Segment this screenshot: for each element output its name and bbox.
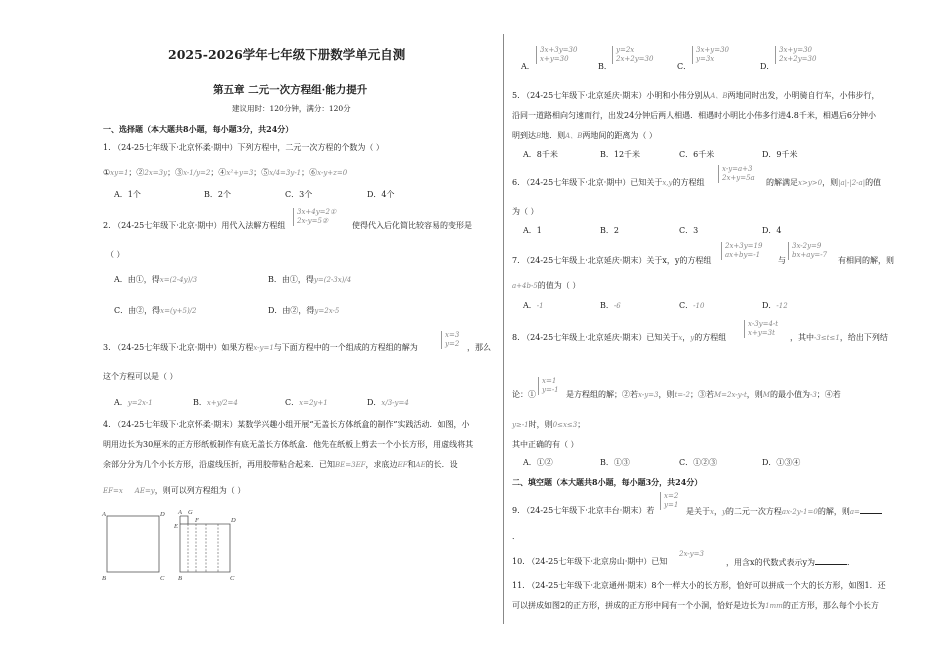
q6-system: x-y=a+3 2x+y=5a xyxy=(718,165,755,183)
q7-system-2: 3x-2y=9 bx+ay=-7 xyxy=(788,242,827,260)
q8-line-3: y≥-1时，则0≤x≤3； xyxy=(512,420,586,429)
q8-stem-2: ，其中-3≤t≤1，给出下列结 xyxy=(790,333,888,342)
q3-option-c[interactable]: C．x=2y+1 xyxy=(285,398,328,407)
q6-option-c[interactable]: C．3 xyxy=(679,226,699,235)
column-divider xyxy=(503,34,504,624)
q4-line-3: 余部分分为几个小长方形，沿虚线压折，再用胶带粘合起来．已知BE=3EF，求底边EF和AE的长．设 xyxy=(103,460,458,469)
q8-option-b[interactable]: B．①③ xyxy=(600,458,630,467)
q7-system-1: 2x+3y=19 ax+by=-1 xyxy=(721,242,762,260)
q5-option-a[interactable]: A．8千米 xyxy=(523,150,558,159)
q10-stem-2: ，用含x的代数式表示y为 ． xyxy=(726,558,856,567)
q4-figure xyxy=(100,508,270,588)
q4-option-b-label[interactable]: B． xyxy=(598,62,612,71)
fig1-square xyxy=(107,516,159,572)
fig1-label-a: A xyxy=(102,511,106,518)
q4-option-c-label[interactable]: C． xyxy=(677,62,692,71)
q3-stem: 3. （24-25七年级下·北京·期中）如果方程x-y=1与下面方程中的一个组成的方程组的解为 xyxy=(103,343,418,352)
q2-option-d[interactable]: D．由②，得y=2x-5 xyxy=(268,306,340,315)
q5-option-c[interactable]: C．6千米 xyxy=(679,150,715,159)
q3-stem-3: ，那么 xyxy=(467,343,491,352)
time-score-note: 建议用时：120分钟，满分：120分 xyxy=(232,104,351,113)
q2-stem: 2. （24-25七年级下·北京·期中）用代入法解方程组 xyxy=(103,221,286,230)
q8-solution: x=1 y=-1 xyxy=(538,377,559,395)
q2-option-a[interactable]: A．由①，得x=(2-4y)/3 xyxy=(114,275,198,284)
q3-option-a[interactable]: A．y=2x-1 xyxy=(114,398,153,407)
q3-option-b[interactable]: B．x+y/2=4 xyxy=(193,398,238,407)
section-2-heading: 二、填空题（本大题共8小题，每小题3分，共24分） xyxy=(512,477,703,487)
q6-line-2: 为（ ） xyxy=(512,207,539,216)
q9-solution: x=2 y=1 xyxy=(660,492,678,510)
chapter-title: 第五章 二元一次方程组·能力提升 xyxy=(213,84,368,96)
q1-items: ①xy=1；②2x=3y；③x-1/y=2；④x²+y=3；⑤x/4=3y-1；⑥x-y+z=0 xyxy=(103,168,348,177)
q6-option-a[interactable]: A．1 xyxy=(523,226,542,235)
q10-answer-blank[interactable] xyxy=(815,557,847,565)
fig2-label-g: G xyxy=(188,509,193,516)
q7-stem-2: 与 xyxy=(778,256,786,265)
q10-stem: 10. （24-25七年级下·北京房山·期中）已知 xyxy=(512,557,668,566)
q7-stem-3: 有相同的解，则 xyxy=(838,256,894,265)
q8-line-2a: 论：① xyxy=(512,390,536,399)
q7-option-b[interactable]: B．-6 xyxy=(600,301,621,310)
q7-stem: 7. （24-25七年级上·北京延庆·期末）关于x，y的方程组 xyxy=(512,256,712,265)
q4-option-c-system[interactable]: 3x+y=30 y=3x xyxy=(692,46,729,64)
fig2-label-a: A xyxy=(178,509,182,516)
q5-option-b[interactable]: B．12千米 xyxy=(600,150,641,159)
q5-option-d[interactable]: D．9千米 xyxy=(762,150,798,159)
fig1-label-b: B xyxy=(102,575,106,582)
fig2-label-e: E xyxy=(174,523,178,530)
q2-option-b[interactable]: B．由①，得y=(2-3x)/4 xyxy=(268,275,352,284)
q4-line-1: 4. （24-25七年级下·北京怀柔·期末）某数学兴趣小组开展“无盖长方体纸盒的制作”实践活动．如图，小 xyxy=(103,420,470,429)
fig2-label-f: F xyxy=(195,517,199,524)
fig2-outline xyxy=(180,516,230,572)
q9-stem: 9. （24-25七年级下·北京丰台·期末）若 xyxy=(512,506,655,515)
q10-equation: 2x-y=3 xyxy=(679,550,704,558)
q7-option-c[interactable]: C．-10 xyxy=(679,301,705,310)
q5-line-3: 明到达B地．则A、B两地间的距离为（ ） xyxy=(512,131,657,140)
q6-stem: 6. （24-25七年级下·北京·期中）已知关于x,y的方程组 xyxy=(512,178,705,187)
q8-stem: 8. （24-25七年级上·北京延庆·期末）已知关于x，y的方程组 xyxy=(512,333,727,342)
fig1-label-d: D xyxy=(160,511,165,518)
q3-solution: x=3 y=2 xyxy=(441,331,459,349)
fig2-label-c: C xyxy=(230,575,235,582)
q7-line-2: a+4b-5的值为（ ） xyxy=(512,281,581,290)
q9-answer-blank[interactable] xyxy=(860,506,882,514)
fig1-label-c: C xyxy=(160,575,165,582)
q6-stem-2: 的解满足x>y>0，则|a|-|2-a|的值 xyxy=(766,178,882,187)
q9-stem-2: 是关于x，y的二元一次方程ax-2y-1=0的解，则a= xyxy=(686,506,882,517)
q2-system: 3x+4y=2① 2x-y=5② xyxy=(293,208,336,226)
q1-option-a[interactable]: A．1个 xyxy=(114,190,141,199)
q8-option-c[interactable]: C．①②③ xyxy=(679,458,718,467)
section-1-heading: 一、选择题（本大题共8小题，每小题3分，共24分） xyxy=(103,124,294,134)
q2-option-c[interactable]: C．由②，得x=(y+5)/2 xyxy=(114,306,197,315)
q6-option-b[interactable]: B．2 xyxy=(600,226,619,235)
q8-system: x-3y=4-t x+y=3t xyxy=(744,320,778,338)
q8-line-2b: 是方程组的解；②若x-y=3，则t=-2；③若M=2x-y-t，则M的最小值为-3；④若 xyxy=(566,390,841,399)
q1-stem: 1. （24-25七年级下·北京怀柔·期中）下列方程中，二元一次方程的个数为（ ） xyxy=(103,143,384,152)
q11-line-2: 可以拼成如图2的正方形，拼成的正方形中间有一个小洞，恰好是边长为1mm的正方形，那么每个小长方 xyxy=(512,601,879,610)
q6-option-d[interactable]: D．4 xyxy=(762,226,782,235)
q4-option-a-label[interactable]: A． xyxy=(521,62,535,71)
q1-option-b[interactable]: B．2个 xyxy=(204,190,231,199)
q4-option-d-system[interactable]: 3x+y=30 2x+2y=30 xyxy=(775,46,816,64)
q2-paren: （ ） xyxy=(106,250,125,259)
fig2-label-b: B xyxy=(178,575,182,582)
q5-line-2: 沿同一道路相向匀速而行，出发24分钟后两人相遇．相遇时小明比小伟多行进4.8千米，相遇后6分钟小 xyxy=(512,111,876,120)
q3-option-d[interactable]: D．x/3-y=4 xyxy=(367,398,409,407)
q8-line-4: 其中正确的有（ ） xyxy=(512,440,579,449)
q8-option-a[interactable]: A．①② xyxy=(523,458,553,467)
q5-line-1: 5. （24-25七年级下·北京延庆·期末）小明和小伟分别从A、B两地同时出发，小明骑自行车，小伟步行， xyxy=(512,91,880,100)
right-column xyxy=(506,0,950,672)
q9-line-2: ． xyxy=(512,532,520,541)
q4-option-b-system[interactable]: y=2x 2x+2y=30 xyxy=(612,46,653,64)
q2-stem-2: 使得代入后化简比较容易的变形是 xyxy=(352,221,472,230)
q3-line-2: 这个方程可以是（ ） xyxy=(103,372,178,381)
q4-option-a-system[interactable]: 3x+3y=30 x+y=30 xyxy=(536,46,577,64)
q4-line-4: EF=x AE=y，则可以列方程组为（ ） xyxy=(103,486,246,495)
q8-option-d[interactable]: D．①③④ xyxy=(762,458,801,467)
q7-option-d[interactable]: D．-12 xyxy=(762,301,788,310)
q4-option-d-label[interactable]: D． xyxy=(760,62,775,71)
q1-option-c[interactable]: C．3个 xyxy=(285,190,313,199)
q11-line-1: 11. （24-25七年级下·北京通州·期末）8个一样大小的长方形，恰好可以拼成一个大的长方形，如图1．还 xyxy=(512,581,886,590)
fig2-label-d: D xyxy=(231,517,236,524)
q1-option-d[interactable]: D．4个 xyxy=(367,190,395,199)
q4-line-2: 明用边长为30厘米的正方形纸板制作有底无盖长方体纸盒．他先在纸板上剪去一个小长方形，用虚线将其 xyxy=(103,440,474,449)
page-title: 2025-2026学年七年级下册数学单元自测 xyxy=(168,47,406,62)
q7-option-a[interactable]: A．-1 xyxy=(523,301,544,310)
